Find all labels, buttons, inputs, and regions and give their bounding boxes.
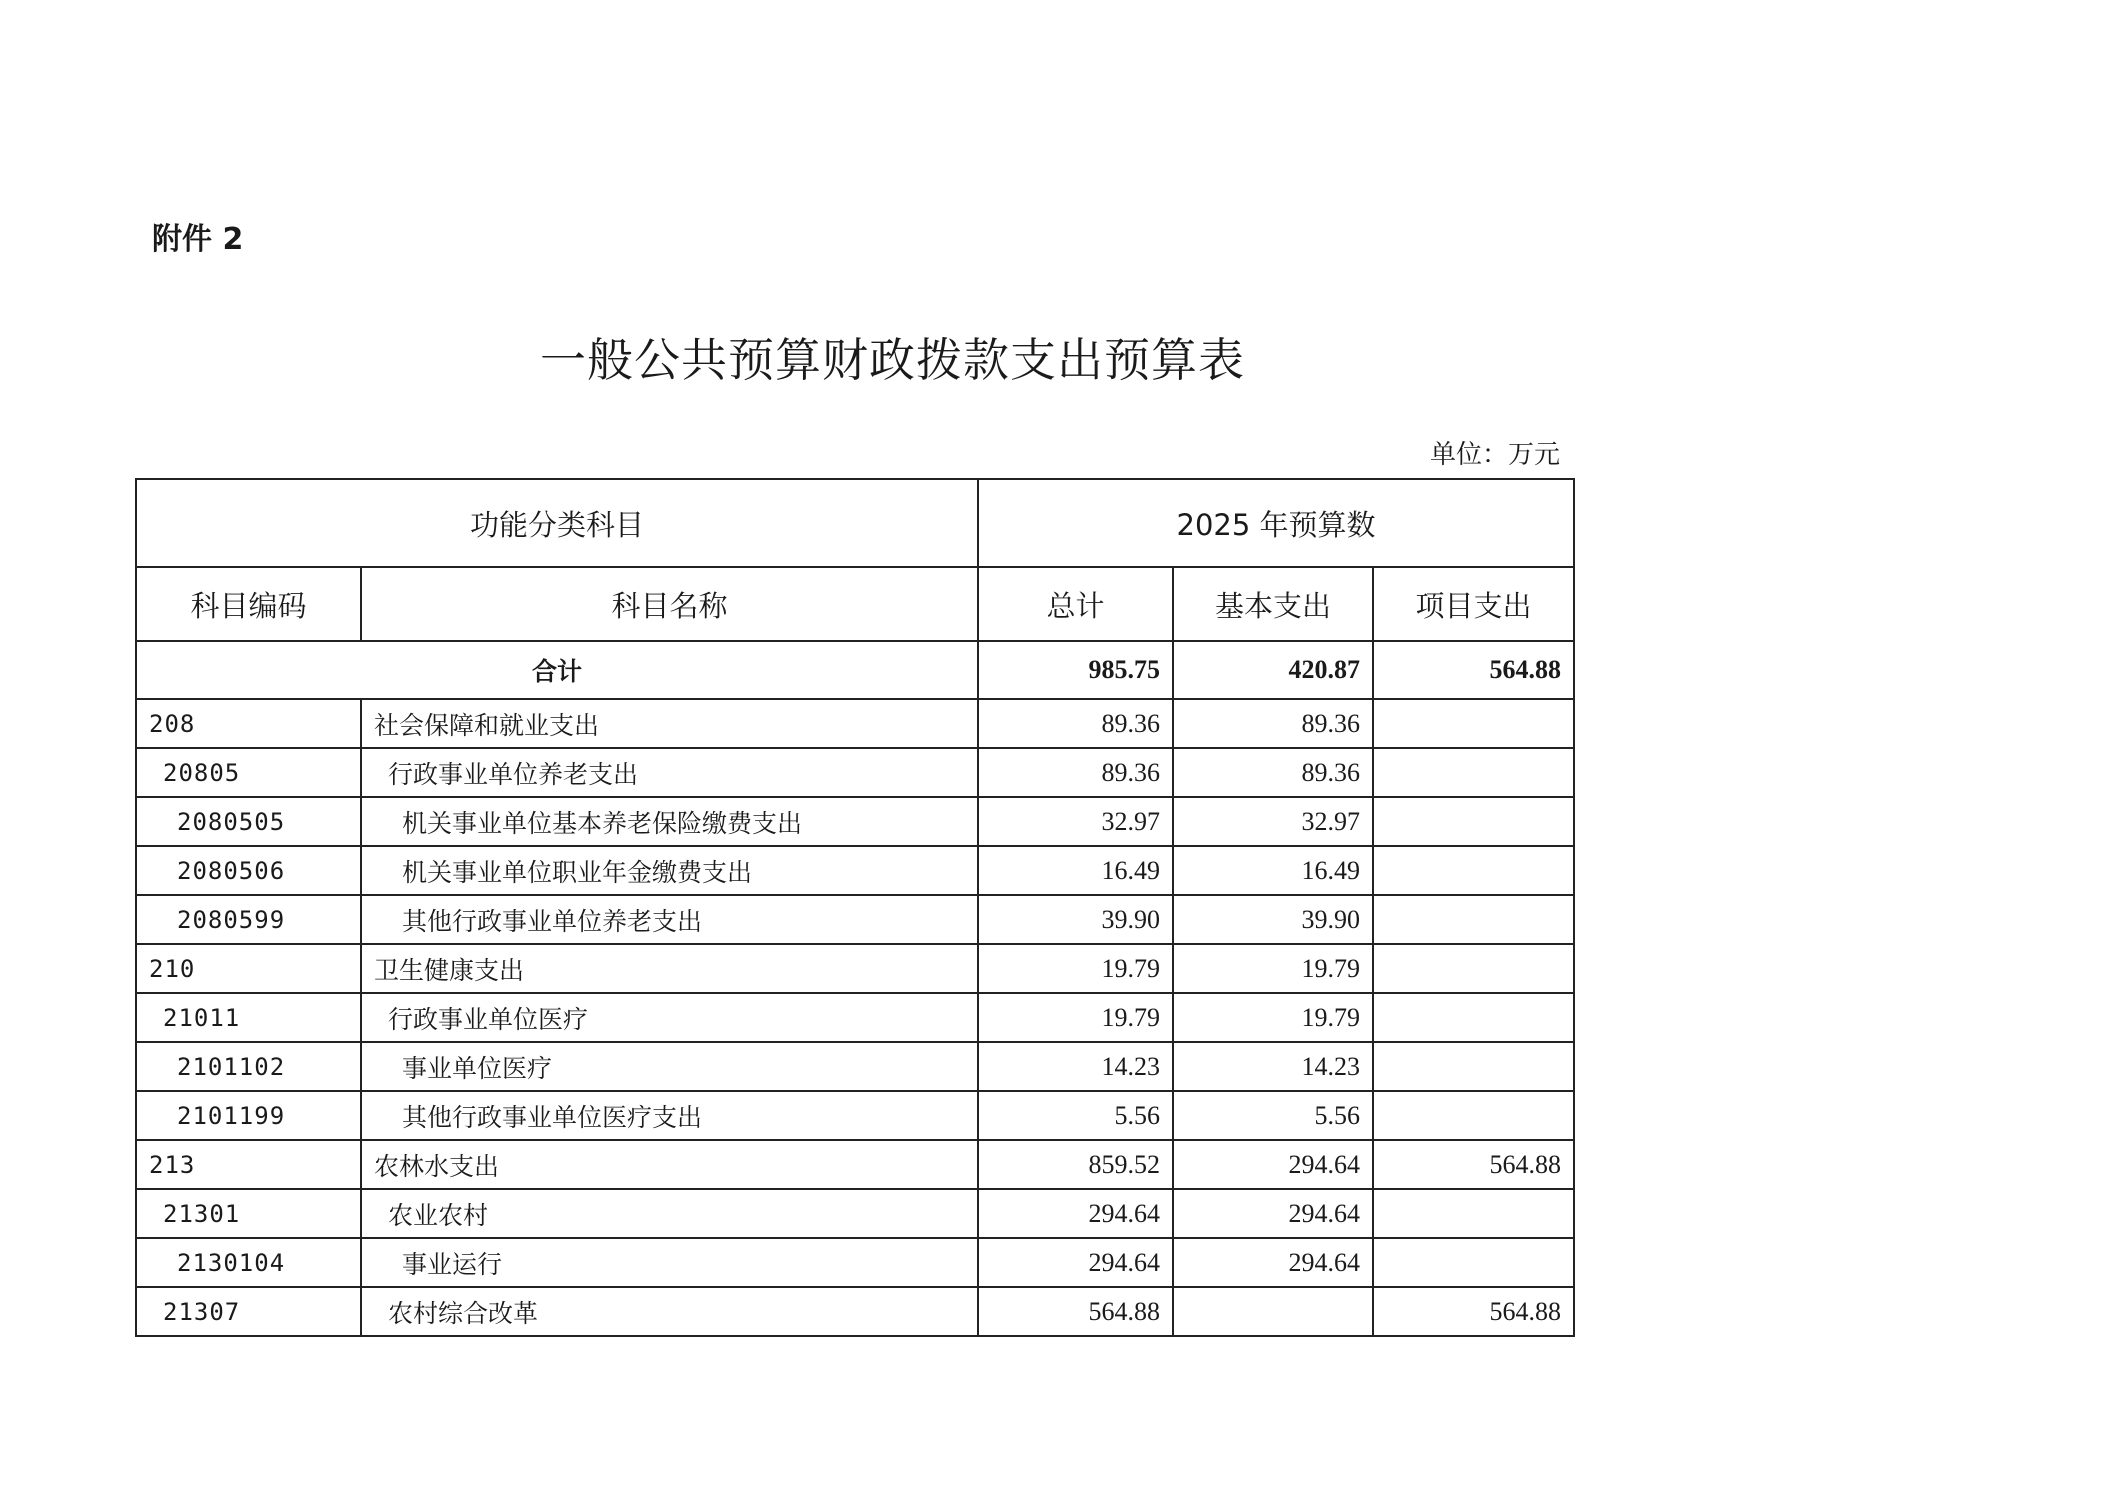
header-project: 项目支出 <box>1373 567 1574 641</box>
row-name: 其他行政事业单位医疗支出 <box>361 1091 978 1140</box>
row-project: 564.88 <box>1373 1140 1574 1189</box>
row-name: 事业运行 <box>361 1238 978 1287</box>
row-name: 事业单位医疗 <box>361 1042 978 1091</box>
row-basic: 16.49 <box>1173 846 1373 895</box>
row-code: 208 <box>136 699 361 748</box>
row-project: 564.88 <box>1373 1287 1574 1336</box>
row-project <box>1373 699 1574 748</box>
table-row <box>136 1238 1574 1287</box>
total-total: 985.75 <box>978 641 1173 699</box>
row-code: 2080505 <box>136 797 361 846</box>
row-code: 21301 <box>136 1189 361 1238</box>
row-name: 机关事业单位职业年金缴费支出 <box>361 846 978 895</box>
row-total: 294.64 <box>978 1238 1173 1287</box>
row-project <box>1373 797 1574 846</box>
header-row-columns <box>136 567 1574 641</box>
row-project <box>1373 748 1574 797</box>
attachment-label: 附件 2 <box>152 222 244 257</box>
row-basic <box>1173 1287 1373 1336</box>
row-basic: 294.64 <box>1173 1238 1373 1287</box>
row-total: 16.49 <box>978 846 1173 895</box>
header-basic: 基本支出 <box>1173 567 1373 641</box>
row-name: 机关事业单位基本养老保险缴费支出 <box>361 797 978 846</box>
row-project <box>1373 846 1574 895</box>
table-row <box>136 1091 1574 1140</box>
row-basic: 14.23 <box>1173 1042 1373 1091</box>
row-basic: 89.36 <box>1173 699 1373 748</box>
table-row <box>136 1042 1574 1091</box>
row-name: 卫生健康支出 <box>361 944 978 993</box>
header-row-group <box>136 479 1574 567</box>
row-total: 14.23 <box>978 1042 1173 1091</box>
row-name: 其他行政事业单位养老支出 <box>361 895 978 944</box>
unit-label: 单位：万元 <box>1430 440 1561 470</box>
row-total: 564.88 <box>978 1287 1173 1336</box>
row-basic: 39.90 <box>1173 895 1373 944</box>
total-project: 564.88 <box>1373 641 1574 699</box>
row-basic: 19.79 <box>1173 993 1373 1042</box>
row-total: 19.79 <box>978 944 1173 993</box>
row-project <box>1373 1042 1574 1091</box>
header-total: 总计 <box>978 567 1173 641</box>
table-body <box>136 479 1574 1336</box>
row-total: 89.36 <box>978 699 1173 748</box>
row-code: 2101199 <box>136 1091 361 1140</box>
row-total: 294.64 <box>978 1189 1173 1238</box>
table-row <box>136 846 1574 895</box>
row-basic: 294.64 <box>1173 1140 1373 1189</box>
row-total: 89.36 <box>978 748 1173 797</box>
row-project <box>1373 895 1574 944</box>
table-row <box>136 944 1574 993</box>
row-code: 20805 <box>136 748 361 797</box>
row-basic: 19.79 <box>1173 944 1373 993</box>
header-budget-year: 2025 年预算数 <box>978 479 1574 567</box>
row-basic: 89.36 <box>1173 748 1373 797</box>
row-project <box>1373 944 1574 993</box>
table-row <box>136 993 1574 1042</box>
row-project <box>1373 1238 1574 1287</box>
row-basic: 294.64 <box>1173 1189 1373 1238</box>
table-row <box>136 797 1574 846</box>
table-row <box>136 748 1574 797</box>
table-row <box>136 895 1574 944</box>
total-row <box>136 641 1574 699</box>
row-total: 32.97 <box>978 797 1173 846</box>
page-title: 一般公共预算财政拨款支出预算表 <box>540 333 1245 387</box>
row-name: 社会保障和就业支出 <box>361 699 978 748</box>
row-name: 农村综合改革 <box>361 1287 978 1336</box>
header-name: 科目名称 <box>361 567 978 641</box>
row-total: 39.90 <box>978 895 1173 944</box>
row-name: 农业农村 <box>361 1189 978 1238</box>
total-basic: 420.87 <box>1173 641 1373 699</box>
row-name: 行政事业单位养老支出 <box>361 748 978 797</box>
row-total: 19.79 <box>978 993 1173 1042</box>
table-row <box>136 1189 1574 1238</box>
table-row <box>136 1287 1574 1336</box>
row-code: 2080599 <box>136 895 361 944</box>
row-project <box>1373 1189 1574 1238</box>
row-name: 行政事业单位医疗 <box>361 993 978 1042</box>
header-code: 科目编码 <box>136 567 361 641</box>
row-code: 210 <box>136 944 361 993</box>
row-project <box>1373 1091 1574 1140</box>
table-row <box>136 699 1574 748</box>
row-code: 213 <box>136 1140 361 1189</box>
total-label: 合计 <box>136 641 978 699</box>
row-code: 21307 <box>136 1287 361 1336</box>
row-basic: 32.97 <box>1173 797 1373 846</box>
table-row <box>136 1140 1574 1189</box>
row-basic: 5.56 <box>1173 1091 1373 1140</box>
row-total: 859.52 <box>978 1140 1173 1189</box>
budget-table <box>135 478 1575 1337</box>
row-code: 2130104 <box>136 1238 361 1287</box>
header-function-category: 功能分类科目 <box>136 479 978 567</box>
row-code: 21011 <box>136 993 361 1042</box>
row-project <box>1373 993 1574 1042</box>
row-total: 5.56 <box>978 1091 1173 1140</box>
row-code: 2101102 <box>136 1042 361 1091</box>
row-code: 2080506 <box>136 846 361 895</box>
row-name: 农林水支出 <box>361 1140 978 1189</box>
